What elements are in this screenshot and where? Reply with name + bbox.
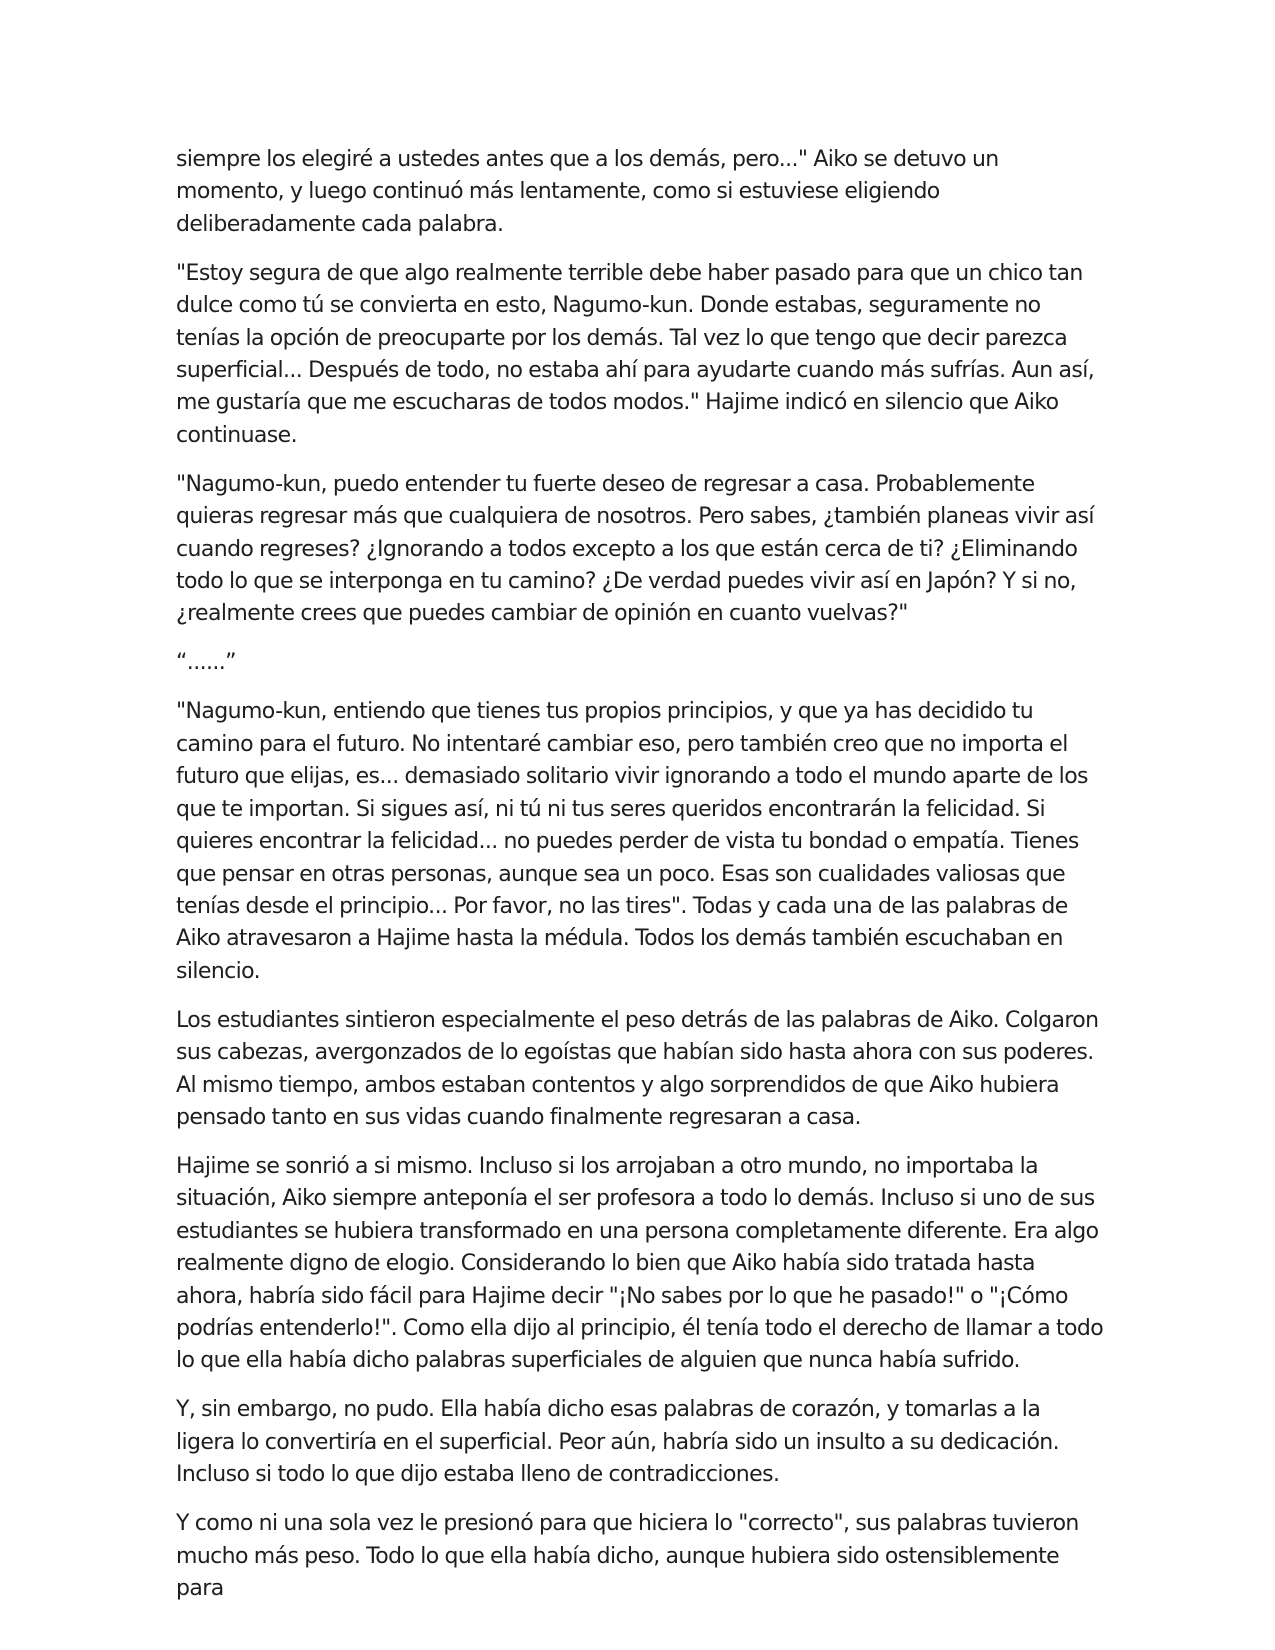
paragraph: Los estudiantes sintieron especialmente el peso detrás de las palabras de Aiko. Colgaron sus cabezas, avergonzados de lo egoístas que habían sido hasta ahora con sus poderes. Al mismo tiempo, ambos estaban contentos y algo sorprendidos de que Aiko hubiera pensado tanto en sus vidas cuando finalmente regresaran a casa. [176,1007,1099,1130]
paragraph: Y como ni una sola vez le presionó para que hiciera lo "correcto", sus palabras tuvieron mucho más peso. Todo lo que ella había dicho, aunque hubiera sido ostensiblemente para [176,1511,1079,1601]
paragraph: "Nagumo-kun, puedo entender tu fuerte deseo de regresar a casa. Probablemente quieras regresar más que cualquiera de nosotros. Pero sabes, ¿también planeas vivir así cuando regreses? ¿Ignorando a todos excepto a los que están cerca de ti? ¿Eliminando todo lo que se interponga en tu camino? ¿De verdad puedes vivir así en Japón? Y si no, ¿realmente crees que puedes cambiar de opinión en cuanto vuelvas?" [176,471,1094,627]
paragraph: "Estoy segura de que algo realmente terrible debe haber pasado para que un chico tan dulce como tú se convierta en esto, Nagumo-kun. Donde estabas, seguramente no tenías la opción de preocuparte por los demás. Tal vez lo que tengo que decir parezca superficial... Después de todo, no estaba ahí para ayudarte cuando más sufrías. Aun así, me gustaría que me escucharas de todos modos." Hajime indicó en silencio que Aiko continuase. [176,260,1095,448]
paragraph: "Nagumo-kun, entiendo que tienes tus propios principios, y que ya has decidido tu camino para el futuro. No intentaré cambiar eso, pero también creo que no importa el futuro que elijas, es... demasiado solitario vivir ignorando a todo el mundo aparte de los que te importan. Si sigues así, ni tú ni tus seres queridos encontrarán la felicidad. Si quieres encontrar la felicidad... no puedes perder de vista tu bondad o empatía. Tienes que pensar en otras personas, aunque sea un poco. Esas son cualidades valiosas que tenías desde el principio... Por favor, no las tires". Todas y cada una de las palabras de Aiko atravesaron a Hajime hasta la médula. Todos los demás también escuchaban en silencio. [176,699,1088,984]
paragraph: Hajime se sonrió a si mismo. Incluso si los arrojaban a otro mundo, no importaba la situación, Aiko siempre anteponía el ser profesora a todo lo demás. Incluso si uno de sus estudiantes se hubiera transformado en una persona completamente diferente. Era algo realmente digno de elogio. Considerando lo bien que Aiko había sido tratada hasta ahora, habría sido fácil para Hajime decir "¡No sabes por lo que he pasado!" o "¡Cómo podrías entenderlo!". Como ella dijo al principio, él tenía todo el derecho de llamar a todo lo que ella había dicho palabras superficiales de alguien que nunca había sufrido. [176,1153,1104,1374]
paragraph: Y, sin embargo, no pudo. Ella había dicho esas palabras de corazón, y tomarlas a la ligera lo convertiría en el superficial. Peor aún, habría sido un insulto a su dedicación. Incluso si todo lo que dijo estaba lleno de contradicciones. [176,1397,1060,1488]
document-page [176,144,1104,1622]
paragraph: siempre los elegiré a ustedes antes que a los demás, pero..." Aiko se detuvo un momento, y luego continuó más lentamente, como si estuviese eligiendo deliberadamente cada palabra. [176,147,999,237]
paragraph: “......” [176,650,236,676]
